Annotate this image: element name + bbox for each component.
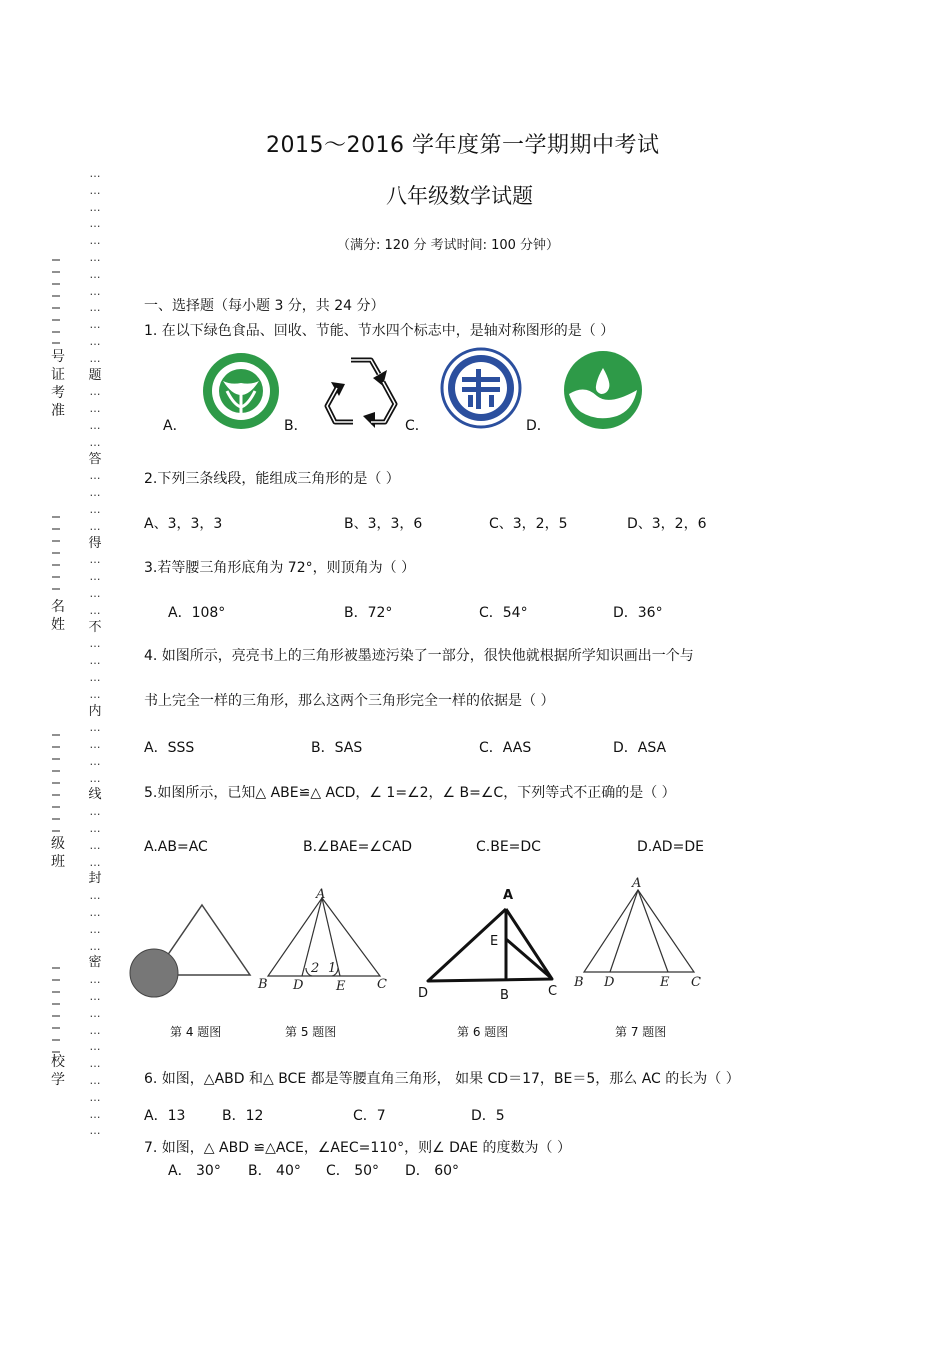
dot: … <box>89 301 101 315</box>
fig7-label-b: B <box>574 975 584 990</box>
name-blank <box>50 512 62 597</box>
dot: … <box>89 486 101 500</box>
dot: … <box>89 217 101 231</box>
seal-word: 密 <box>88 955 102 971</box>
q4-option-b: B．SAS <box>311 740 363 756</box>
dot: … <box>89 1040 101 1054</box>
q7-option-b: B． 40° <box>248 1163 301 1179</box>
q1-option-a: A． <box>163 418 187 434</box>
dot: … <box>89 973 101 987</box>
dot: … <box>89 1107 101 1121</box>
q5-option-d: D.AD=DE <box>637 839 704 855</box>
dot: … <box>89 284 101 298</box>
dot: … <box>89 805 101 819</box>
seal-word: 封 <box>88 871 102 887</box>
figure-4 <box>128 900 254 1000</box>
page-title: 2015～2016 学年度第一学期期中考试 <box>266 133 660 158</box>
dot: … <box>89 990 101 1004</box>
q2-option-d: D、3，2，6 <box>627 516 707 532</box>
q2-option-c: C、3，2，5 <box>489 516 568 532</box>
dot: … <box>89 1006 101 1020</box>
fig6-label-b: B <box>500 988 509 1003</box>
q3-stem: 3.若等腰三角形底角为 72°，则顶角为（ ） <box>144 560 416 576</box>
school-label: 校学 <box>51 1054 65 1088</box>
dot: … <box>89 469 101 483</box>
dot: … <box>89 418 101 432</box>
dot: … <box>89 502 101 516</box>
fig6-label-a: A <box>503 888 514 903</box>
dot: … <box>89 654 101 668</box>
q5-option-c: C.BE=DC <box>476 839 541 855</box>
q1-stem: 1. 在以下绿色食品、回收、节能、节水四个标志中，是轴对称图形的是（ ） <box>144 323 615 339</box>
q4-stem-line1: 4. 如图所示，亮亮书上的三角形被墨迹污染了一部分，很快他就根据所学知识画出一个与 <box>144 648 694 664</box>
exam-info: （满分: 120 分 考试时间: 100 分钟） <box>337 238 560 253</box>
fig7-label-e: E <box>660 975 670 990</box>
fig7-label-a: A <box>632 876 642 891</box>
q2-stem: 2.下列三条线段，能组成三角形的是（ ） <box>144 471 400 487</box>
figure-5 <box>256 886 390 996</box>
q4-option-c: C．AAS <box>479 740 532 756</box>
seal-word: 得 <box>88 535 102 551</box>
dot: … <box>89 1074 101 1088</box>
fig7-label-d: D <box>604 975 615 990</box>
fig5-label-e: E <box>336 979 346 994</box>
seal-word: 答 <box>88 451 102 467</box>
page-subtitle: 八年级数学试题 <box>386 184 533 208</box>
seal-word: 线 <box>88 787 102 803</box>
q6-option-d: D．5 <box>471 1108 505 1124</box>
q7-option-d: D． 60° <box>405 1163 460 1179</box>
fig5-label-b: B <box>258 977 268 992</box>
dot: … <box>89 435 101 449</box>
q7-option-c: C． 50° <box>326 1163 380 1179</box>
dot: … <box>89 167 101 180</box>
figure-7 <box>572 874 706 992</box>
q5-stem: 5.如图所示，已知△ ABE≌△ ACD，∠ 1=∠2，∠ B=∠C，下列等式不正确的是（ ） <box>144 785 676 801</box>
seal-word: 不 <box>88 619 102 635</box>
dot: … <box>89 1090 101 1104</box>
fig5-label-a: A <box>316 887 326 902</box>
q3-option-b: B．72° <box>344 605 393 621</box>
dot: … <box>89 637 101 651</box>
q4-option-a: A．SSS <box>144 740 195 756</box>
exam-no-label: 号证考准 <box>51 349 65 419</box>
dot: … <box>89 183 101 197</box>
q1-option-b: B． <box>284 418 308 434</box>
dot: … <box>89 250 101 264</box>
dot: … <box>89 771 101 785</box>
energy-saving-logo-icon <box>440 347 522 429</box>
recycle-logo-icon <box>321 352 401 430</box>
dot: … <box>89 570 101 584</box>
fig5-label-angle1: 1 <box>328 961 337 976</box>
name-label: 名姓 <box>51 599 65 633</box>
q6-option-c: C．7 <box>353 1108 386 1124</box>
fig5-label-angle2: 2 <box>311 961 320 976</box>
q1-option-d: D． <box>526 418 551 434</box>
q1-option-c: C． <box>405 418 429 434</box>
fig6-label-d: D <box>418 986 429 1001</box>
q5-option-a: A.AB=AC <box>144 839 208 855</box>
dot: … <box>89 200 101 214</box>
figure-6 <box>410 883 566 1003</box>
exam-no-blank <box>50 255 62 345</box>
q3-option-d: D．36° <box>613 605 663 621</box>
binding-line <box>86 166 104 1140</box>
fig5-label-c: C <box>377 977 387 992</box>
dot: … <box>89 822 101 836</box>
fig5-label-d: D <box>293 978 304 993</box>
dot: … <box>89 519 101 533</box>
class-label: 级班 <box>51 836 65 870</box>
dot: … <box>89 334 101 348</box>
q6-option-a: A．13 <box>144 1108 186 1124</box>
dot: … <box>89 385 101 399</box>
section-heading: 一、选择题（每小题 3 分，共 24 分） <box>144 298 385 314</box>
dot: … <box>89 318 101 332</box>
figure-5-caption: 第 5 题图 <box>285 1025 337 1039</box>
dot: … <box>89 838 101 852</box>
seal-word: 题 <box>88 367 102 383</box>
dot: … <box>89 687 101 701</box>
dot: … <box>89 553 101 567</box>
water-saving-logo-icon <box>563 350 643 430</box>
q5-option-b: B.∠BAE=∠CAD <box>303 839 413 855</box>
q4-stem-line2: 书上完全一样的三角形，那么这两个三角形完全一样的依据是（ ） <box>144 693 555 709</box>
dot: … <box>89 922 101 936</box>
fig6-label-c: C <box>548 984 558 999</box>
figure-6-caption: 第 6 题图 <box>457 1025 509 1039</box>
dot: … <box>89 267 101 281</box>
dot: … <box>89 402 101 416</box>
fig7-label-c: C <box>691 975 701 990</box>
q2-option-a: A、3，3，3 <box>144 516 223 532</box>
q6-option-b: B．12 <box>222 1108 264 1124</box>
dot: … <box>89 738 101 752</box>
dot: … <box>89 855 101 869</box>
figure-4-caption: 第 4 题图 <box>170 1025 222 1039</box>
dot: … <box>89 754 101 768</box>
class-blank <box>50 730 62 835</box>
dot: … <box>89 234 101 248</box>
seal-word: 内 <box>88 703 102 719</box>
dot: … <box>89 1023 101 1037</box>
q6-stem: 6. 如图，△ABD 和△ BCE 都是等腰直角三角形， 如果 CD＝17，BE＝5，那么 AC 的长为（ ） <box>144 1071 740 1087</box>
figure-7-caption: 第 7 题图 <box>615 1025 667 1039</box>
dot: … <box>89 906 101 920</box>
dot: … <box>89 889 101 903</box>
dot: … <box>89 721 101 735</box>
dot: … <box>89 670 101 684</box>
q7-stem: 7. 如图，△ ABD ≌△ACE，∠AEC=110°，则∠ DAE 的度数为（ ） <box>144 1140 571 1156</box>
dot: … <box>89 1057 101 1071</box>
green-food-logo-icon <box>201 351 281 431</box>
fig6-label-e: E <box>490 934 499 949</box>
dot: … <box>89 586 101 600</box>
q3-option-a: A．108° <box>168 605 226 621</box>
q4-option-d: D．ASA <box>613 740 667 756</box>
q3-option-c: C．54° <box>479 605 528 621</box>
q2-option-b: B、3，3，6 <box>344 516 423 532</box>
dot: … <box>89 351 101 365</box>
dot: … <box>89 603 101 617</box>
q7-option-a: A． 30° <box>168 1163 221 1179</box>
dot: … <box>89 939 101 953</box>
dot: … <box>89 1124 101 1138</box>
school-blank <box>50 963 62 1053</box>
